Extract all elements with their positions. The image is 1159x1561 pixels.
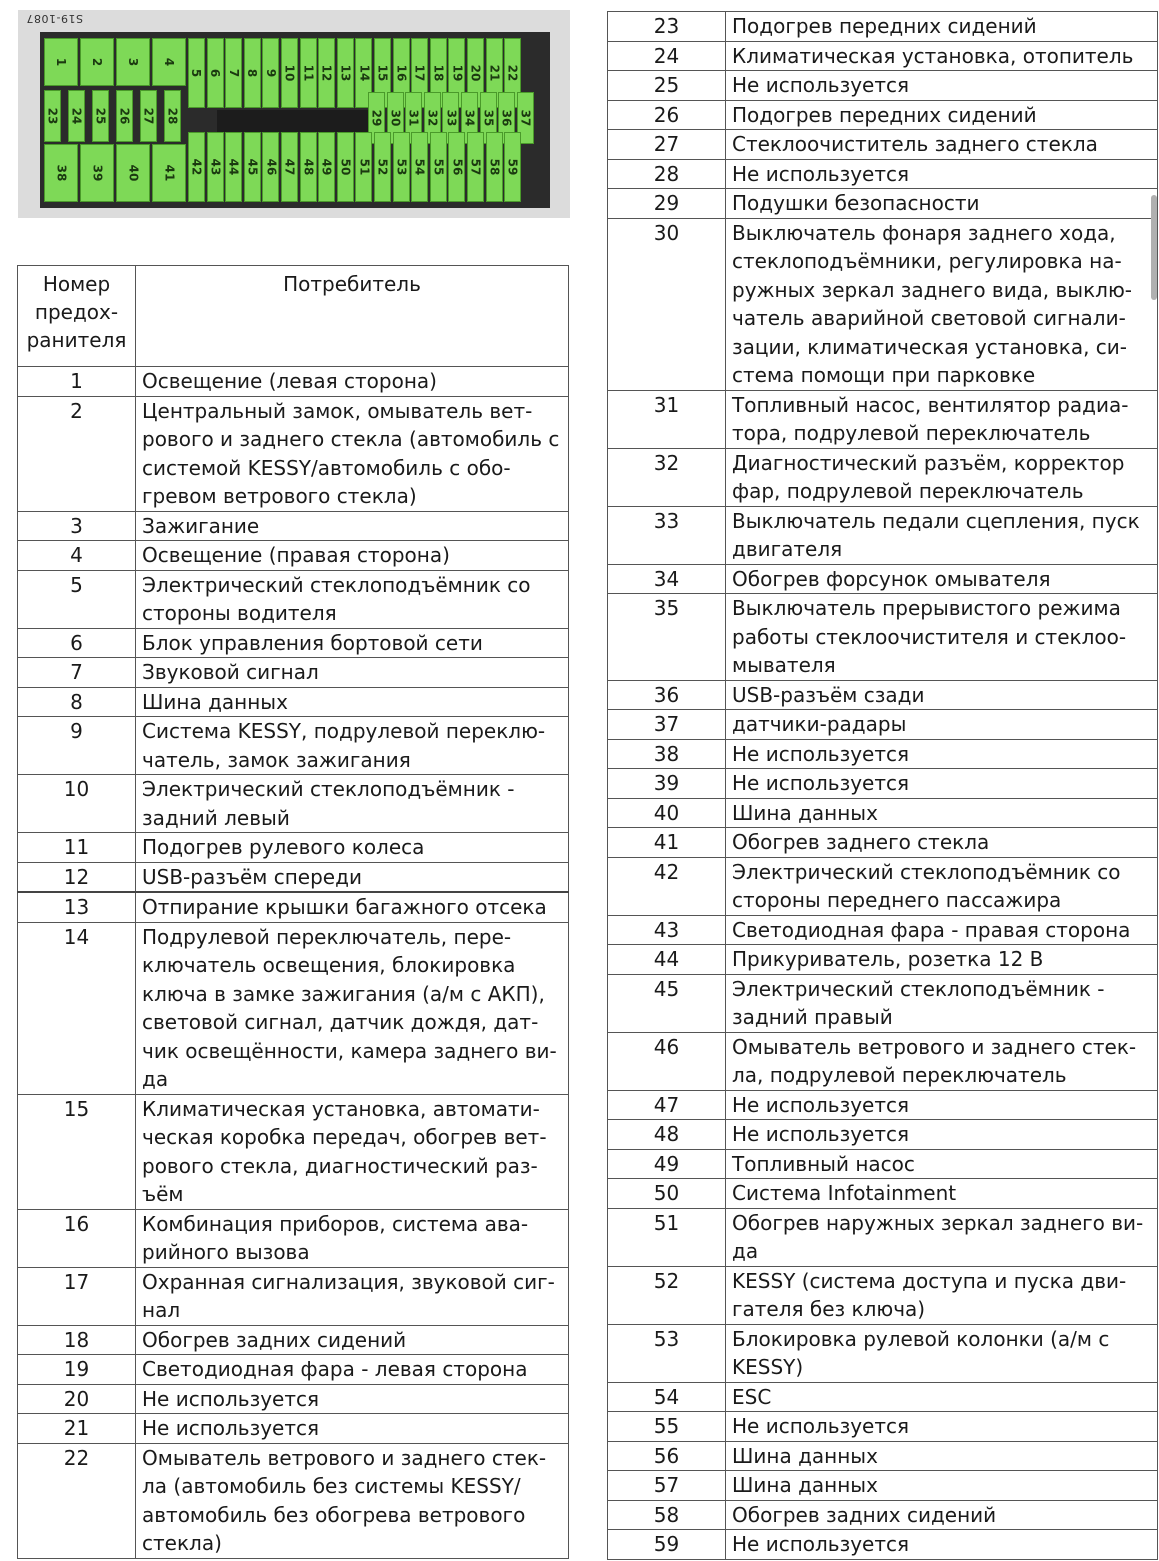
table-row [18, 570, 569, 628]
fuse-number-cell: 3 [18, 511, 136, 541]
fuse-consumer-cell: ESC [726, 1382, 1158, 1412]
fuse-number-cell: 50 [608, 1179, 726, 1209]
fuse-label: 20 [468, 64, 483, 82]
fuse-consumer-cell: Центральный замок, омыватель вет-рового и заднего стекла (автомобиль с системой KESSY/автомобиль с обо-гревом ветрового стекла) [136, 396, 569, 511]
fuse-number-cell: 43 [608, 915, 726, 945]
fuse-number-cell: 14 [18, 922, 136, 1094]
fuse-table-left [17, 265, 569, 1559]
fuse-label: 2 [89, 57, 104, 67]
fuse-27 [140, 90, 157, 142]
table-row [608, 974, 1158, 1032]
fuse-label: 24 [69, 107, 84, 125]
fuse-55 [430, 132, 447, 202]
table-row [18, 717, 569, 775]
fuse-consumer-cell: Подогрев передних сидений [726, 12, 1158, 42]
fuse-consumer-cell: Подрулевой переключатель, пере-ключатель освещения, блокировка ключа в замке зажигания (а/м с АКП), световой сигнал, датчик дождя, дат-чик освещённости, камера заднего ви-да [136, 922, 569, 1094]
table-row [608, 1032, 1158, 1090]
fuse-number-cell: 49 [608, 1149, 726, 1179]
fuse-label: 11 [301, 64, 316, 82]
fuse-consumer-cell: Топливный насос, вентилятор радиа-тора, подрулевой переключатель [726, 390, 1158, 448]
fuse-label: 19 [449, 64, 464, 82]
table-row [608, 857, 1158, 915]
scrollbar-thumb[interactable] [1151, 195, 1157, 300]
table-row [18, 1384, 569, 1414]
table-row [18, 1355, 569, 1385]
fuse-number-cell: 59 [608, 1530, 726, 1560]
fuse-label: 27 [141, 107, 156, 125]
fuse-table-left-body [18, 367, 569, 1559]
fuse-51 [355, 132, 372, 202]
fuse-label: 40 [125, 164, 140, 182]
table-row [608, 448, 1158, 506]
fuse-39 [80, 144, 114, 202]
table-row [608, 1530, 1158, 1560]
fuse-label: 7 [226, 68, 241, 78]
header-number-line: Номер [42, 272, 111, 296]
table-row [608, 594, 1158, 681]
fuse-number-cell: 42 [608, 857, 726, 915]
fuse-label: 1 [53, 57, 68, 67]
table-row [608, 159, 1158, 189]
fuse-consumer-cell: Не используется [726, 1412, 1158, 1442]
fuse-label: 53 [394, 158, 409, 176]
table-row [18, 862, 569, 892]
fuse-number-cell: 21 [18, 1414, 136, 1444]
header-fuse-number [18, 266, 136, 367]
fuse-consumer-cell: Блок управления бортовой сети [136, 628, 569, 658]
fuse-box [40, 32, 550, 208]
fuse-label: 34 [462, 109, 477, 127]
fuse-number-cell: 39 [608, 769, 726, 799]
table-row [608, 1412, 1158, 1442]
fuse-number-cell: 17 [18, 1267, 136, 1325]
fuse-label: 31 [406, 109, 421, 127]
fuse-number-cell: 15 [18, 1094, 136, 1209]
table-row [608, 1382, 1158, 1412]
table-row [608, 828, 1158, 858]
header-consumer: Потребитель [136, 266, 569, 367]
fuse-12 [318, 38, 335, 108]
table-row [18, 1414, 569, 1444]
fuse-11 [300, 38, 317, 108]
fuse-consumer-cell: Электрический стеклоподъёмник со стороны переднего пассажира [726, 857, 1158, 915]
fuse-number-cell: 53 [608, 1324, 726, 1382]
fuse-label: 49 [319, 158, 334, 176]
table-row [608, 1324, 1158, 1382]
fuse-53 [393, 132, 410, 202]
fuse-consumer-cell: Не используется [136, 1414, 569, 1444]
table-row [608, 12, 1158, 42]
fuse-consumer-cell: Обогрев задних сидений [136, 1325, 569, 1355]
fuse-consumer-cell: Подушки безопасности [726, 189, 1158, 219]
fuse-number-cell: 6 [18, 628, 136, 658]
fuse-label: 44 [226, 158, 241, 176]
fuse-6 [207, 38, 224, 108]
fuse-consumer-cell: Обогрев форсунок омывателя [726, 564, 1158, 594]
fuse-number-cell: 16 [18, 1209, 136, 1267]
table-row [18, 367, 569, 397]
table-row [608, 798, 1158, 828]
fuse-number-cell: 8 [18, 687, 136, 717]
fuse-label: 36 [499, 109, 514, 127]
table-row [608, 1500, 1158, 1530]
fuse-9 [262, 38, 279, 108]
fuse-consumer-cell: Топливный насос [726, 1149, 1158, 1179]
table-row [18, 922, 569, 1094]
fuse-consumer-cell: Подогрев передних сидений [726, 100, 1158, 130]
fuse-45 [244, 132, 261, 202]
fuse-label: 54 [412, 158, 427, 176]
fuse-number-cell: 28 [608, 159, 726, 189]
fuse-label: 8 [245, 68, 260, 78]
fuse-label: 22 [505, 64, 520, 82]
fuse-label: 10 [282, 64, 297, 82]
fuse-46 [262, 132, 279, 202]
fuse-number-cell: 4 [18, 541, 136, 571]
table-row [608, 710, 1158, 740]
fuse-5 [188, 38, 205, 108]
fuse-label: 41 [161, 164, 176, 182]
table-row [18, 1094, 569, 1209]
fuse-number-cell: 31 [608, 390, 726, 448]
fuse-table-right-body [608, 12, 1158, 1560]
fuse-consumer-cell: Обогрев заднего стекла [726, 828, 1158, 858]
fuse-number-cell: 33 [608, 506, 726, 564]
fuse-25 [92, 90, 109, 142]
fuse-label: 35 [481, 109, 496, 127]
table-row [608, 71, 1158, 101]
fuse-number-cell: 24 [608, 41, 726, 71]
table-row [18, 511, 569, 541]
fuse-38 [44, 144, 78, 202]
fuse-number-cell: 26 [608, 100, 726, 130]
fuse-consumer-cell: USB-разъём сзади [726, 680, 1158, 710]
fuse-consumer-cell: Зажигание [136, 511, 569, 541]
fuse-consumer-cell: Звуковой сигнал [136, 658, 569, 688]
table-row [608, 769, 1158, 799]
table-row [18, 541, 569, 571]
fuse-label: 12 [319, 64, 334, 82]
fuse-consumer-cell: Омыватель ветрового и заднего стек-ла, подрулевой переключатель [726, 1032, 1158, 1090]
fuse-label: 43 [208, 158, 223, 176]
fuse-label: 21 [487, 64, 502, 82]
fuse-consumer-cell: Система KESSY, подрулевой переклю-чатель, замок зажигания [136, 717, 569, 775]
fuse-number-cell: 36 [608, 680, 726, 710]
fuse-2 [80, 38, 114, 86]
fuse-number-cell: 58 [608, 1500, 726, 1530]
fuse-consumer-cell: Выключатель педали сцепления, пуск двигателя [726, 506, 1158, 564]
fuse-number-cell: 2 [18, 396, 136, 511]
diagram-code: S19-1087 [26, 12, 83, 25]
fuse-44 [225, 132, 242, 202]
fuse-label: 38 [53, 164, 68, 182]
fuse-consumer-cell: Электрический стеклоподъёмник - задний правый [726, 974, 1158, 1032]
table-row [608, 1090, 1158, 1120]
fuse-number-cell: 41 [608, 828, 726, 858]
fuse-number-cell: 18 [18, 1325, 136, 1355]
fuse-59 [504, 132, 521, 202]
header-number-line: предох- [34, 300, 119, 324]
fuse-number-cell: 55 [608, 1412, 726, 1442]
table-row [608, 506, 1158, 564]
table-row [608, 1149, 1158, 1179]
fuse-label: 42 [189, 158, 204, 176]
fuse-label: 13 [338, 64, 353, 82]
fuse-number-cell: 13 [18, 892, 136, 922]
fuse-1 [44, 38, 78, 86]
fuse-56 [448, 132, 465, 202]
fuse-label: 46 [263, 158, 278, 176]
fuse-consumer-cell: Электрический стеклоподъёмник - задний левый [136, 775, 569, 833]
fuse-8 [244, 38, 261, 108]
table-row [18, 396, 569, 511]
fuse-consumer-cell: Светодиодная фара - левая сторона [136, 1355, 569, 1385]
fuse-consumer-cell: Не используется [136, 1384, 569, 1414]
fuse-number-cell: 10 [18, 775, 136, 833]
fuse-consumer-cell: Не используется [726, 739, 1158, 769]
fuse-label: 16 [394, 64, 409, 82]
fuse-number-cell: 54 [608, 1382, 726, 1412]
fuse-consumer-cell: Не используется [726, 1530, 1158, 1560]
fuse-consumer-cell: Система Infotainment [726, 1179, 1158, 1209]
fuse-number-cell: 35 [608, 594, 726, 681]
fuse-label: 4 [161, 57, 176, 67]
fuse-consumer-cell: Обогрев наружных зеркал заднего ви-да [726, 1208, 1158, 1266]
fuse-label: 23 [45, 107, 60, 125]
fuse-label: 57 [468, 158, 483, 176]
fuse-consumer-cell: Комбинация приборов, система ава-рийного вызова [136, 1209, 569, 1267]
fuse-43 [207, 132, 224, 202]
fuse-number-cell: 12 [18, 862, 136, 892]
fuse-label: 52 [375, 158, 390, 176]
table-row [608, 1179, 1158, 1209]
fuse-label: 50 [338, 158, 353, 176]
fuse-47 [281, 132, 298, 202]
fuse-number-cell: 52 [608, 1266, 726, 1324]
fuse-number-cell: 22 [18, 1443, 136, 1558]
fuse-box-diagram [18, 10, 570, 218]
fuse-number-cell: 27 [608, 130, 726, 160]
fuse-consumer-cell: Шина данных [726, 798, 1158, 828]
table-row [608, 739, 1158, 769]
fuse-label: 47 [282, 158, 297, 176]
table-row [18, 1209, 569, 1267]
table-row [608, 189, 1158, 219]
fuse-consumer-cell: Не используется [726, 1090, 1158, 1120]
fuse-number-cell: 23 [608, 12, 726, 42]
fuse-consumer-cell: Диагностический разъём, корректор фар, подрулевой переключатель [726, 448, 1158, 506]
fuse-3 [116, 38, 150, 86]
table-row [18, 892, 569, 922]
fuse-number-cell: 5 [18, 570, 136, 628]
fuse-label: 30 [388, 109, 403, 127]
fuse-number-cell: 32 [608, 448, 726, 506]
fuse-number-cell: 48 [608, 1120, 726, 1150]
fuse-7 [225, 38, 242, 108]
fuse-consumer-cell: Освещение (правая сторона) [136, 541, 569, 571]
fuse-label: 32 [425, 109, 440, 127]
fuse-40 [116, 144, 150, 202]
fuse-26 [116, 90, 133, 142]
fuse-label: 48 [301, 158, 316, 176]
fuse-58 [486, 132, 503, 202]
table-row [608, 915, 1158, 945]
fuse-28 [164, 90, 181, 142]
fuse-rail [217, 110, 377, 132]
fuse-consumer-cell: Выключатель прерывистого режима работы стеклоочистителя и стеклоо-мывателя [726, 594, 1158, 681]
fuse-24 [68, 90, 85, 142]
fuse-consumer-cell: Стеклоочиститель заднего стекла [726, 130, 1158, 160]
fuse-number-cell: 34 [608, 564, 726, 594]
fuse-consumer-cell: Шина данных [726, 1441, 1158, 1471]
fuse-number-cell: 11 [18, 833, 136, 863]
fuse-consumer-cell: Обогрев задних сидений [726, 1500, 1158, 1530]
fuse-42 [188, 132, 205, 202]
fuse-label: 3 [125, 57, 140, 67]
fuse-number-cell: 30 [608, 218, 726, 390]
fuse-13 [337, 38, 354, 108]
fuse-number-cell: 19 [18, 1355, 136, 1385]
fuse-41 [152, 144, 186, 202]
fuse-10 [281, 38, 298, 108]
table-row [608, 390, 1158, 448]
fuse-label: 25 [93, 107, 108, 125]
fuse-label: 5 [189, 68, 204, 78]
fuse-label: 18 [431, 64, 446, 82]
fuse-consumer-cell: Шина данных [136, 687, 569, 717]
fuse-number-cell: 25 [608, 71, 726, 101]
fuse-label: 45 [245, 158, 260, 176]
fuse-consumer-cell: Охранная сигнализация, звуковой сиг-нал [136, 1267, 569, 1325]
fuse-50 [337, 132, 354, 202]
fuse-consumer-cell: Отпирание крышки багажного отсека [136, 892, 569, 922]
table-row [18, 687, 569, 717]
table-row [608, 680, 1158, 710]
fuse-number-cell: 46 [608, 1032, 726, 1090]
fuse-label: 51 [356, 158, 371, 176]
fuse-23 [44, 90, 61, 142]
table-row [18, 658, 569, 688]
fuse-label: 6 [208, 68, 223, 78]
fuse-label: 37 [518, 109, 533, 127]
fuse-number-cell: 1 [18, 367, 136, 397]
table-row [608, 945, 1158, 975]
fuse-consumer-cell: Не используется [726, 769, 1158, 799]
fuse-number-cell: 7 [18, 658, 136, 688]
fuse-label: 56 [449, 158, 464, 176]
fuse-57 [467, 132, 484, 202]
table-row [608, 130, 1158, 160]
fuse-number-cell: 44 [608, 945, 726, 975]
fuse-label: 29 [369, 109, 384, 127]
fuse-label: 17 [412, 64, 427, 82]
fuse-label: 28 [165, 107, 180, 125]
fuse-consumer-cell: Шина данных [726, 1471, 1158, 1501]
fuse-label: 14 [356, 64, 371, 82]
fuse-label: 9 [263, 68, 278, 78]
fuse-52 [374, 132, 391, 202]
table-row [608, 1471, 1158, 1501]
fuse-number-cell: 40 [608, 798, 726, 828]
fuse-consumer-cell: Электрический стеклоподъёмник со стороны водителя [136, 570, 569, 628]
table-row [608, 1266, 1158, 1324]
table-row [18, 1443, 569, 1558]
fuse-consumer-cell: Не используется [726, 71, 1158, 101]
fuse-consumer-cell: Прикуриватель, розетка 12 В [726, 945, 1158, 975]
fuse-label: 26 [117, 107, 132, 125]
table-row [608, 100, 1158, 130]
fuse-54 [411, 132, 428, 202]
fuse-consumer-cell: Не используется [726, 1120, 1158, 1150]
table-row [608, 1120, 1158, 1150]
fuse-consumer-cell: Освещение (левая сторона) [136, 367, 569, 397]
fuse-consumer-cell: Подогрев рулевого колеса [136, 833, 569, 863]
fuse-number-cell: 57 [608, 1471, 726, 1501]
fuse-consumer-cell: Климатическая установка, отопитель [726, 41, 1158, 71]
header-number-line: ранителя [26, 328, 127, 352]
fuse-4 [152, 38, 186, 86]
table-row [18, 775, 569, 833]
fuse-consumer-cell: датчики-радары [726, 710, 1158, 740]
fuse-number-cell: 29 [608, 189, 726, 219]
fuse-consumer-cell: Климатическая установка, автомати-ческая коробка передач, обогрев вет-рового стекла, диагностический раз-ъём [136, 1094, 569, 1209]
fuse-label: 55 [431, 158, 446, 176]
table-row [18, 1267, 569, 1325]
table-row [608, 1441, 1158, 1471]
table-row [18, 628, 569, 658]
fuse-label: 39 [89, 164, 104, 182]
fuse-number-cell: 45 [608, 974, 726, 1032]
fuse-number-cell: 20 [18, 1384, 136, 1414]
fuse-number-cell: 51 [608, 1208, 726, 1266]
table-row [608, 564, 1158, 594]
fuse-consumer-cell: Выключатель фонаря заднего хода, стеклоподъёмники, регулировка на-ружных зеркал заднего вида, выклю-чатель аварийной световой сигнали-зации, климатическая установка, си-стема помощи при парковке [726, 218, 1158, 390]
table-row [608, 1208, 1158, 1266]
fuse-label: 58 [487, 158, 502, 176]
fuse-number-cell: 56 [608, 1441, 726, 1471]
fuse-number-cell: 38 [608, 739, 726, 769]
fuse-number-cell: 47 [608, 1090, 726, 1120]
table-row [608, 41, 1158, 71]
table-row [608, 218, 1158, 390]
fuse-consumer-cell: Блокировка рулевой колонки (а/м с KESSY) [726, 1324, 1158, 1382]
table-row [18, 833, 569, 863]
fuse-label: 59 [505, 158, 520, 176]
fuse-consumer-cell: Не используется [726, 159, 1158, 189]
fuse-label: 15 [375, 64, 390, 82]
fuse-49 [318, 132, 335, 202]
fuse-label: 33 [443, 109, 458, 127]
fuse-consumer-cell: Светодиодная фара - правая сторона [726, 915, 1158, 945]
table-header-row [18, 266, 569, 367]
fuse-48 [300, 132, 317, 202]
fuse-consumer-cell: KESSY (система доступа и пуска дви-гателя без ключа) [726, 1266, 1158, 1324]
fuse-number-cell: 37 [608, 710, 726, 740]
table-row [18, 1325, 569, 1355]
fuse-consumer-cell: USB-разъём спереди [136, 862, 569, 892]
fuse-consumer-cell: Омыватель ветрового и заднего стек-ла (автомобиль без системы KESSY/ автомобиль без обогрева ветрового стекла) [136, 1443, 569, 1558]
fuse-table-right [607, 11, 1158, 1560]
fuse-number-cell: 9 [18, 717, 136, 775]
